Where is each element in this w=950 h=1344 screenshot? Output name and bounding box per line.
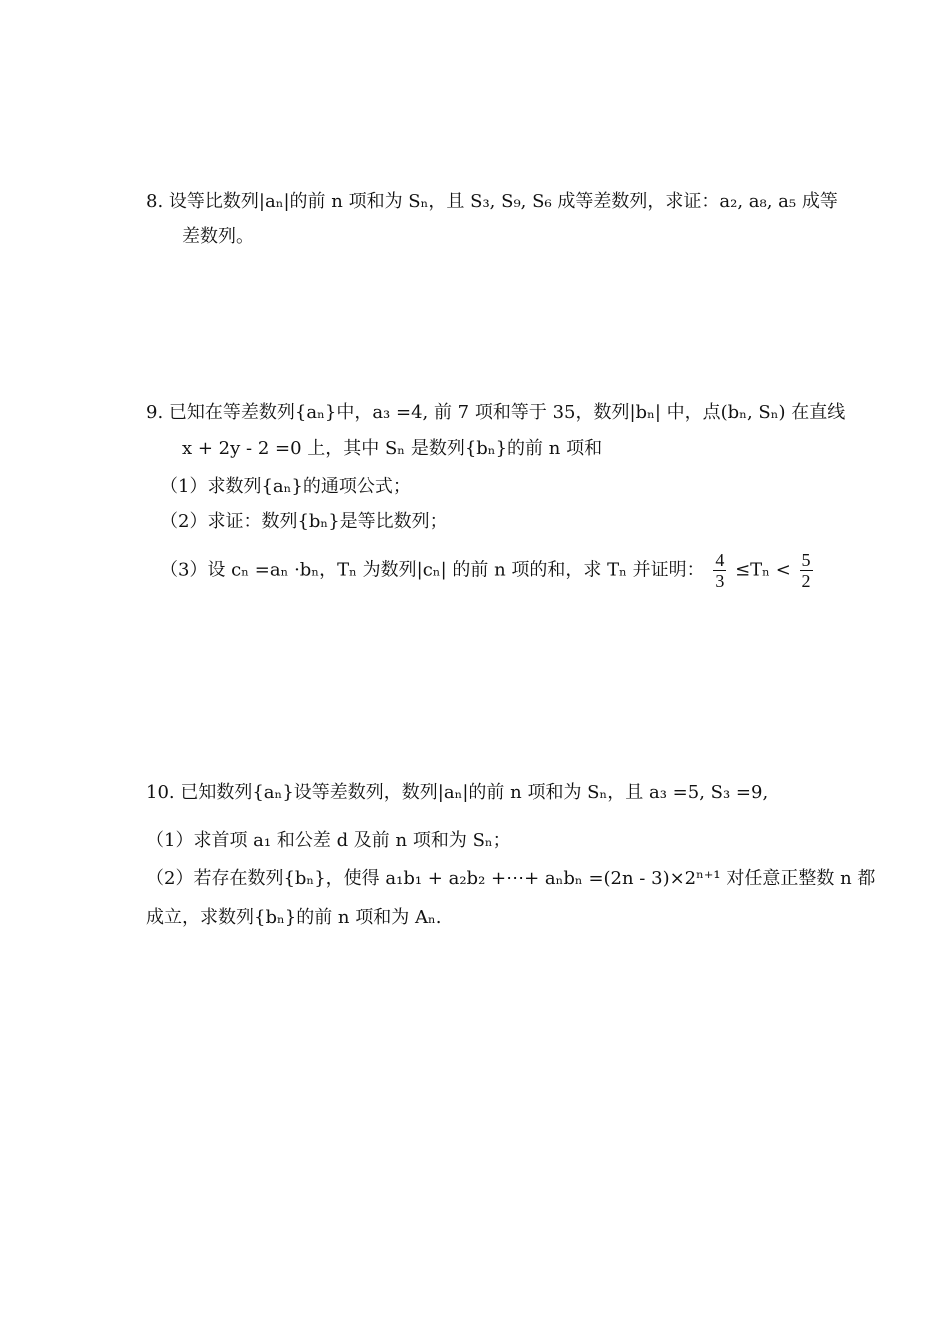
problem-9-part-1: （1）求数列{aₙ}的通项公式； <box>160 476 411 497</box>
problem-10-part-2-line-2: 成立，求数列{bₙ}的前 n 项和为 Aₙ. <box>146 907 442 928</box>
fraction-denominator: 2 <box>801 571 811 591</box>
fraction-four-thirds <box>713 550 726 591</box>
problem-10-part-2-line-1: （2）若存在数列{bₙ}，使得 a₁b₁ + a₂b₂ +⋯+ aₙbₙ =(2n - 3)×2ⁿ⁺¹ 对任意正整数 n 都 <box>146 868 876 889</box>
problem-8-line-2: 差数列。 <box>182 226 254 247</box>
inequality-middle: ≤Tₙ < <box>735 559 791 581</box>
problem-8-line-1: 8. 设等比数列|aₙ|的前 n 项和为 Sₙ，且 S₃, S₉, S₆ 成等差数列，求证：a₂, a₈, a₅ 成等 <box>146 191 838 212</box>
fraction-numerator: 4 <box>715 550 725 570</box>
problem-9-part-3 <box>160 550 816 591</box>
fraction-denominator: 3 <box>715 571 725 591</box>
problem-9-line-1: 9. 已知在等差数列{aₙ}中，a₃ =4, 前 7 项和等于 35，数列|bₙ| 中，点(bₙ, Sₙ) 在直线 <box>146 402 846 423</box>
fraction-numerator: 5 <box>801 550 811 570</box>
fraction-five-halves <box>800 550 813 591</box>
problem-9-part-2: （2）求证：数列{bₙ}是等比数列； <box>160 511 448 532</box>
problem-10-part-1: （1）求首项 a₁ 和公差 d 及前 n 项和为 Sₙ； <box>146 830 511 851</box>
problem-9-line-2: x + 2y - 2 =0 上，其中 Sₙ 是数列{bₙ}的前 n 项和 <box>182 438 603 459</box>
problem-9-part-3-text: （3）设 cₙ =aₙ ·bₙ，Tₙ 为数列|cₙ| 的前 n 项的和，求 Tₙ 并证明： <box>160 559 705 581</box>
problem-10-line-1: 10. 已知数列{aₙ}设等差数列，数列|aₙ|的前 n 项和为 Sₙ，且 a₃ =5, S₃ =9, <box>146 782 769 803</box>
